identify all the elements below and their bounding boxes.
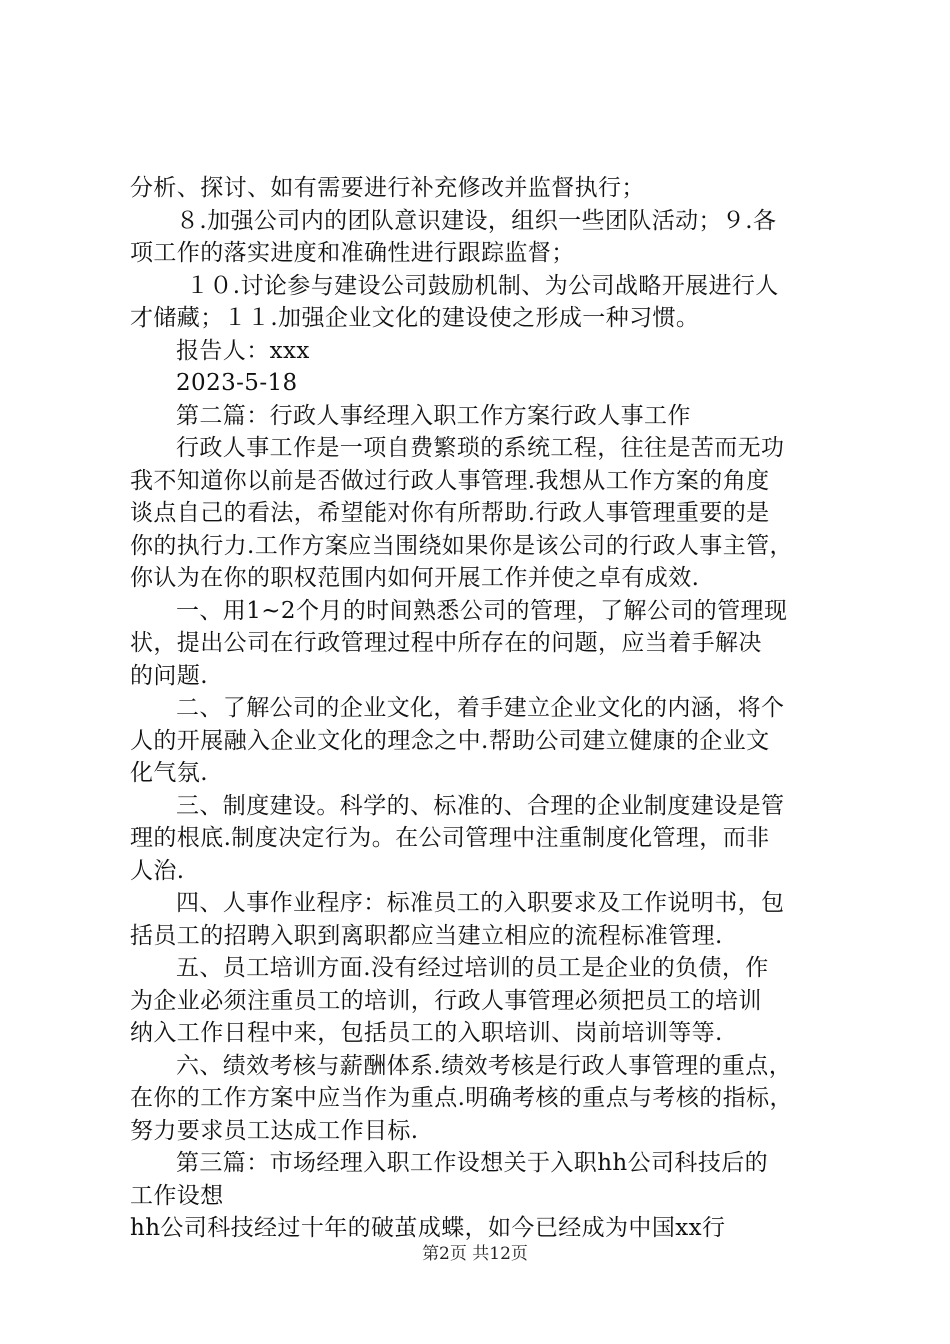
text-line: 我不知道你以前是否做过行政人事管理.我想从工作方案的角度 bbox=[130, 467, 770, 494]
text-line: 理的根底.制度决定行为。在公司管理中注重制度化管理，而非 bbox=[130, 825, 770, 851]
text-line: 谈点自己的看法，希望能对你有所帮助.行政人事管理重要的是 bbox=[130, 500, 770, 526]
text-line: 分析、探讨、如有需要进行补充修改并监督执行； bbox=[130, 175, 645, 201]
text-line: 的问题. bbox=[130, 662, 208, 689]
section-heading-3-continued: 工作设想 bbox=[130, 1182, 224, 1209]
text-line: 四、人事作业程序：标准员工的入职要求及工作说明书，包 bbox=[176, 890, 785, 916]
text-line: 行政人事工作是一项自费繁琐的系统工程，往往是苦而无功 bbox=[176, 435, 785, 461]
text-line: 二、了解公司的企业文化，着手建立企业文化的内涵，将个 bbox=[176, 695, 785, 721]
text-line: ８.加强公司内的团队意识建设，组织一些团队活动；９.各 bbox=[176, 207, 777, 234]
text-line: 括员工的招聘入职到离职都应当建立相应的流程标准管理. bbox=[130, 922, 723, 949]
text-line: 化气氛. bbox=[130, 760, 208, 786]
reporter-line: 报告人：xxx bbox=[176, 337, 310, 364]
text-line: 才储藏；１１.加强企业文化的建设使之形成一种习惯。 bbox=[130, 305, 700, 331]
text-line: １０.讨论参与建设公司鼓励机制、为公司战略开展进行人 bbox=[186, 272, 779, 299]
text-line: 你的执行力.工作方案应当围绕如果你是该公司的行政人事主管， bbox=[130, 532, 793, 559]
text-line: 五、员工培训方面.没有经过培训的员工是企业的负债，作 bbox=[176, 955, 769, 981]
document-body bbox=[130, 172, 830, 1245]
text-line: 在你的工作方案中应当作为重点.明确考核的重点与考核的指标， bbox=[130, 1085, 793, 1111]
page-number-footer: 第2页 共12页 bbox=[422, 1244, 528, 1264]
text-line: 六、绩效考核与薪酬体系.绩效考核是行政人事管理的重点， bbox=[176, 1052, 793, 1079]
text-line: 为企业必须注重员工的培训，行政人事管理必须把员工的培训 bbox=[130, 987, 762, 1014]
section-heading-2: 第二篇：行政人事经理入职工作方案行政人事工作 bbox=[176, 402, 691, 429]
text-line: 人的开展融入企业文化的理念之中.帮助公司建立健康的企业文 bbox=[130, 727, 770, 754]
text-line: hh公司科技经过十年的破茧成蝶，如今已经成为中国xx行 bbox=[130, 1215, 726, 1241]
text-line: 项工作的落实进度和准确性进行跟踪监督； bbox=[130, 240, 575, 266]
text-line: 你认为在你的职权范围内如何开展工作并使之卓有成效. bbox=[130, 565, 700, 591]
text-line: 人治. bbox=[130, 857, 185, 884]
text-line: 努力要求员工达成工作目标. bbox=[130, 1117, 419, 1144]
text-line: 三、制度建设。科学的、标准的、合理的企业制度建设是管 bbox=[176, 792, 785, 819]
text-line: 一、用1~2个月的时间熟悉公司的管理，了解公司的管理现 bbox=[176, 597, 788, 624]
section-heading-3: 第三篇：市场经理入职工作设想关于入职hh公司科技后的 bbox=[176, 1150, 769, 1176]
text-line: 状，提出公司在行政管理过程中所存在的问题，应当着手解决 bbox=[130, 630, 762, 656]
text-line: 纳入工作日程中来，包括员工的入职培训、岗前培训等等. bbox=[130, 1020, 723, 1046]
report-date: 2023-5-18 bbox=[176, 370, 298, 396]
